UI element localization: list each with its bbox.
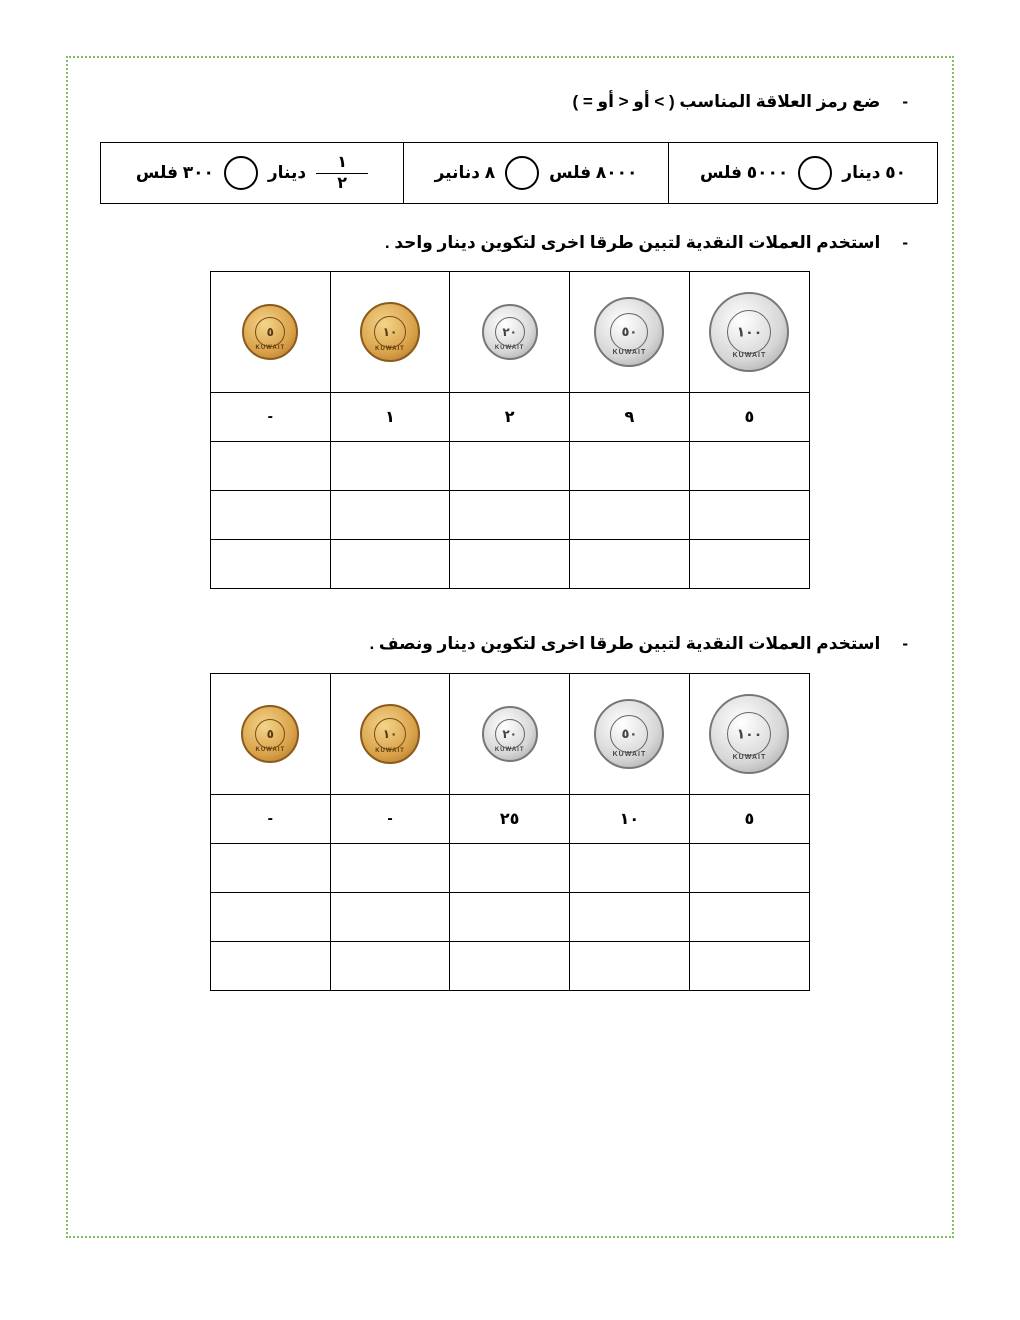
answer-cell[interactable] [330,893,450,942]
answer-cell[interactable] [450,942,570,991]
fraction-half [316,155,368,192]
answer-cell[interactable] [569,942,689,991]
table-row [211,540,810,589]
q2-heading [385,233,908,253]
answer-cell[interactable] [330,844,450,893]
coin-10-fils-icon: ١٠ KUWAIT [360,704,420,764]
compare-cell-1 [668,143,937,204]
answer-cell[interactable] [450,540,570,589]
answer-cell[interactable] [689,442,809,491]
coin-20-fils-icon: ٢٠ KUWAIT [482,706,538,762]
answer-cell[interactable] [211,491,331,540]
count-20: ٢٥ [450,795,570,844]
coin-cell-10 [330,272,450,393]
answer-cell[interactable] [211,844,331,893]
compare-cell-3 [101,143,404,204]
answer-cell[interactable] [330,442,450,491]
coin-cell-20 [450,272,570,393]
fraction-bar [316,173,368,174]
q1-title: ضع رمز العلاقة المناسب ( > أو < أو = ) [572,92,881,111]
answer-cell[interactable] [569,540,689,589]
table-row [211,491,810,540]
coin-cell-5 [211,272,331,393]
count-20: ٢ [450,393,570,442]
q3-dash: - [902,634,908,653]
compare-cell-2 [404,143,669,204]
q2-dash: - [902,233,908,252]
answer-cell[interactable] [569,844,689,893]
compare-right-2: ٨ دنانير [434,163,496,182]
q3-heading [369,634,908,654]
fraction-numerator: ١ [337,153,347,171]
table-row [211,393,810,442]
answer-cell[interactable] [211,942,331,991]
q1-heading [572,92,908,112]
count-10: ١ [330,393,450,442]
coin-100-fils-icon: ١٠٠ KUWAIT [709,292,789,372]
coin-cell-10 [330,674,450,795]
answer-cell[interactable] [689,844,809,893]
compare-unit-3: دينار [267,163,307,182]
compare-left-1: ٥٠ دينار [842,163,906,182]
coin-50-fils-icon: ٥٠ KUWAIT [594,699,664,769]
count-50: ٩ [569,393,689,442]
answer-cell[interactable] [450,442,570,491]
answer-cell[interactable] [211,442,331,491]
coin-cell-100 [689,272,809,393]
coin-cell-5 [211,674,331,795]
count-10: - [330,795,450,844]
count-100: ٥ [689,393,809,442]
coin-cell-100 [689,674,809,795]
coin-100-fils-icon: ١٠٠ KUWAIT [709,694,789,774]
table-row [211,893,810,942]
q1-dash: - [902,92,908,111]
answer-cell[interactable] [450,491,570,540]
answer-cell[interactable] [450,893,570,942]
answer-cell[interactable] [330,540,450,589]
coin-5-fils-icon: ٥ KUWAIT [242,304,298,360]
table-row [211,442,810,491]
count-100: ٥ [689,795,809,844]
compare-right-3: ٣٠٠ فلس [135,163,214,182]
table-row [211,942,810,991]
relation-circle-2[interactable] [505,156,539,190]
answer-cell[interactable] [689,942,809,991]
answer-cell[interactable] [330,491,450,540]
coin-cell-20 [450,674,570,795]
count-50: ١٠ [569,795,689,844]
coins-table-one-dinar [210,271,810,589]
coin-50-fils-icon: ٥٠ KUWAIT [594,297,664,367]
coins-table-dinar-half [210,673,810,991]
answer-cell[interactable] [330,942,450,991]
relation-circle-1[interactable] [798,156,832,190]
answer-cell[interactable] [569,491,689,540]
answer-cell[interactable] [569,442,689,491]
answer-cell[interactable] [689,540,809,589]
compare-right-1: ٥٠٠٠ فلس [699,163,789,182]
q3-title: استخدم العملات النقدية لتبين طرقا اخرى لتكوين دينار ونصف . [369,634,881,653]
comparison-table [100,142,938,204]
answer-cell[interactable] [689,491,809,540]
answer-cell[interactable] [211,893,331,942]
table-row [211,795,810,844]
count-5: - [211,795,331,844]
coin-20-fils-icon: ٢٠ KUWAIT [482,304,538,360]
q2-title: استخدم العملات النقدية لتبين طرقا اخرى لتكوين دينار واحد . [384,233,881,252]
answer-cell[interactable] [569,893,689,942]
coin-cell-50 [569,272,689,393]
table-row [211,844,810,893]
coin-10-fils-icon: ١٠ KUWAIT [360,302,420,362]
fraction-denominator: ٢ [337,174,347,192]
relation-circle-3[interactable] [224,156,258,190]
answer-cell[interactable] [450,844,570,893]
coin-5-fils-icon: ٥ KUWAIT [241,705,299,763]
answer-cell[interactable] [211,540,331,589]
count-5: - [211,393,331,442]
answer-cell[interactable] [689,893,809,942]
compare-left-2: ٨٠٠٠ فلس [549,163,638,182]
coin-cell-50 [569,674,689,795]
